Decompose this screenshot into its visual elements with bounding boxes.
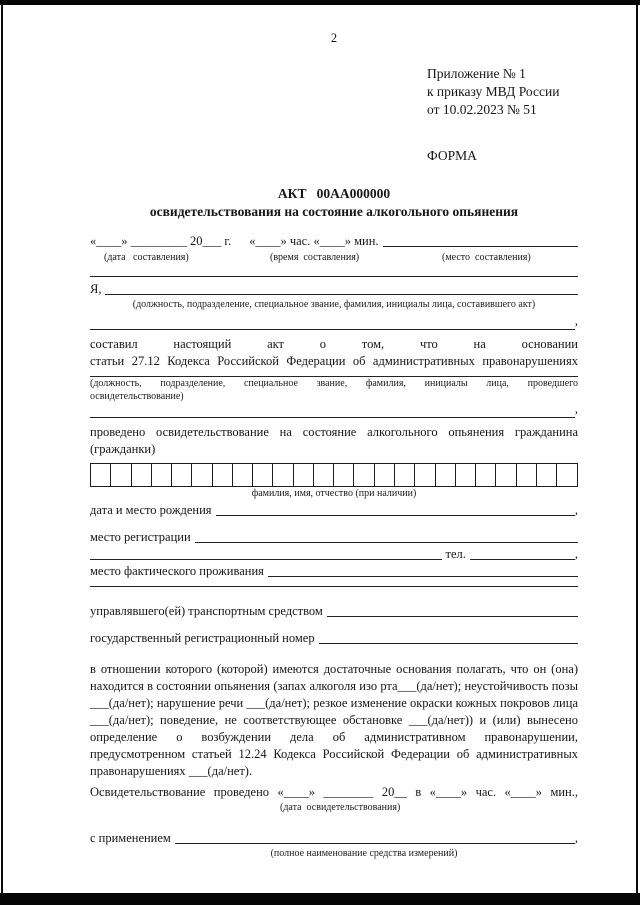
title-subtitle: освидетельствования на состояние алкогольного опьянения [149, 204, 519, 219]
name-cell [536, 463, 558, 487]
name-cell [353, 463, 375, 487]
name-cell [171, 463, 193, 487]
phone-field [470, 559, 575, 560]
registration-label: место регистрации [90, 530, 191, 544]
name-cell [232, 463, 254, 487]
basis-line-2: статьи 27.12 Кодекса Российской Федерации об административных правонарушениях [90, 354, 578, 368]
name-cell [110, 463, 132, 487]
author-continuation-row [90, 314, 578, 330]
applied-row [90, 830, 578, 847]
author-row [90, 281, 578, 298]
name-cell [333, 463, 355, 487]
compose-datetime-row [90, 233, 578, 250]
caption-examiner-2: освидетельствование) [90, 391, 184, 402]
scan-border-left [1, 5, 3, 893]
name-cell [313, 463, 335, 487]
appendix-line-1: Приложение № 1 [427, 66, 526, 81]
caption-examination-date: (дата освидетельствования) [280, 802, 401, 813]
scan-border-bottom [0, 893, 640, 905]
name-cell [252, 463, 274, 487]
author-field [105, 294, 578, 295]
compose-place-continuation-line [90, 276, 578, 277]
examiner-continuation-line [90, 417, 575, 418]
residence-field [268, 576, 578, 577]
applied-comma: , [574, 831, 578, 845]
examiner-trailing-comma: , [574, 402, 578, 416]
caption-examiner-1: (должность, подразделение, специальное звание, фамилия, инициалы лица, проведшего [90, 378, 578, 389]
title-act-number: АКТ 00АА000000 [277, 186, 391, 201]
name-cell [495, 463, 517, 487]
scan-border-right [636, 5, 638, 893]
vehicle-row [90, 603, 578, 620]
name-cells-row [90, 463, 578, 487]
grounds-paragraph: в отношении которого (которой) имеются достаточные основания полагать, что он (она) находится в состоянии опьянения (запах алкоголя изо рта___(да/нет); неустойчивость позы ___(да/нет); нарушение речи ___(да/нет); резкое изменение окраски кожных покровов лица ___(да/нет); поведение, не соответствующее обстановке ___(да/нет)) и (или) вынесено определение о возбуждении дела об административном правонарушении, предусмотренном статьей 12.24 Кодекса Российской Федерации об административных правонарушениях ___(да/нет). [90, 662, 578, 778]
author-pronoun: Я, [90, 282, 102, 296]
reg-number-row [90, 630, 578, 647]
reg-number-field [319, 643, 578, 644]
name-cell [131, 463, 153, 487]
compose-date-blank: «____» _________ 20___ г. [90, 234, 232, 248]
registration-field [195, 542, 578, 543]
author-continuation-line [90, 329, 575, 330]
name-cell [151, 463, 173, 487]
name-cell [556, 463, 578, 487]
caption-compose-place: (место составления) [442, 252, 531, 263]
caption-compose-time: (время составления) [270, 252, 360, 263]
vehicle-label: управлявшего(ей) транспортным средством [90, 604, 323, 618]
name-cell [435, 463, 457, 487]
birth-label: дата и место рождения [90, 503, 212, 517]
form-label: ФОРМА [427, 148, 477, 163]
vehicle-field [327, 616, 578, 617]
name-cell [293, 463, 315, 487]
caption-compose-date: (дата составления) [104, 252, 189, 263]
reg-number-label: государственный регистрационный номер [90, 631, 315, 645]
name-cell [394, 463, 416, 487]
caption-author: (должность, подразделение, специальное звание, фамилия, инициалы лица, составившего акт) [132, 299, 536, 310]
name-cell [455, 463, 477, 487]
birth-field [216, 515, 575, 516]
appendix-line-3: от 10.02.2023 № 51 [427, 102, 537, 117]
caption-name-cells: фамилия, имя, отчество (при наличии) [251, 488, 417, 499]
registration-row [90, 529, 578, 546]
compose-captions [90, 250, 578, 264]
document-title [90, 185, 578, 221]
author-trailing-comma: , [574, 314, 578, 328]
name-cell [272, 463, 294, 487]
scan-border-top [0, 0, 640, 5]
applied-field [175, 843, 575, 844]
residence-continuation-line [90, 586, 578, 587]
phone-row [90, 546, 578, 563]
compose-time-blank: «____» час. «____» мин. [249, 234, 379, 248]
appendix-line-2: к приказу МВД России [427, 84, 560, 99]
examined-intro-2: (гражданки) [90, 442, 156, 456]
basis-line-1: составил настоящий акт о том, что на основании [90, 337, 578, 351]
phone-label: тел. [445, 547, 466, 561]
document-page [90, 30, 578, 860]
residence-label: место фактического проживания [90, 564, 264, 578]
registration-continuation-line [90, 559, 442, 560]
name-cell [414, 463, 436, 487]
name-cell [475, 463, 497, 487]
applied-label: с применением [90, 831, 171, 845]
examined-intro-1: проведено освидетельствование на состояние алкогольного опьянения гражданина [90, 425, 578, 439]
name-cell [212, 463, 234, 487]
caption-applied: (полное наименование средства измерений) [270, 848, 458, 859]
name-cell [191, 463, 213, 487]
name-cell [516, 463, 538, 487]
compose-place-field [383, 246, 578, 247]
name-cell [374, 463, 396, 487]
birth-row [90, 502, 578, 519]
phone-comma: , [574, 547, 578, 561]
birth-comma: , [574, 503, 578, 517]
page-number: 2 [330, 31, 338, 45]
examination-conducted-line: Освидетельствование проведено «____» ________ 20__ в «____» час. «____» мин., [90, 785, 578, 799]
name-cell [90, 463, 112, 487]
examiner-continuation-row [90, 402, 578, 418]
residence-row [90, 563, 578, 580]
appendix-block [427, 65, 578, 119]
